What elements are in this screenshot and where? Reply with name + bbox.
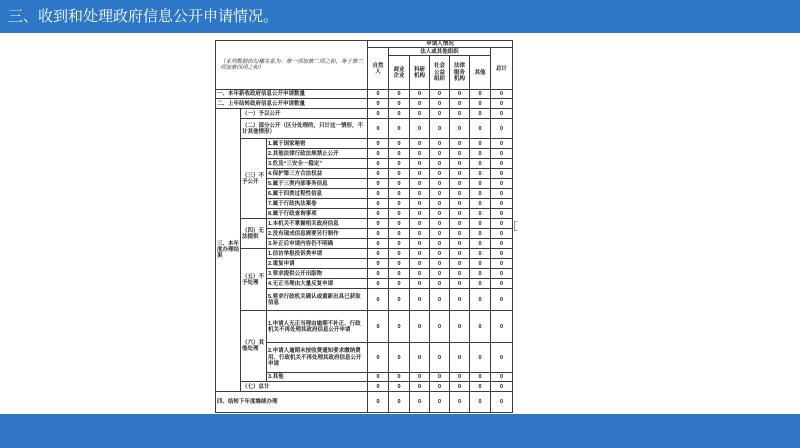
title-bar [0,0,800,33]
row-label-item: 3.要求提供公开出版物 [267,269,368,279]
value-commercial-enterprise: 0 [389,139,410,149]
value-public-welfare-org: 0 [430,119,450,139]
value-commercial-enterprise: 0 [389,229,410,239]
value-legal-service-org: 0 [450,159,470,169]
value-public-welfare-org: 0 [430,229,450,239]
value-public-welfare-org: 0 [430,139,450,149]
value-natural-person: 0 [368,249,389,259]
value-legal-service-org: 0 [450,269,470,279]
value-public-welfare-org: 0 [430,249,450,259]
row-label-item: 6.属于四类过程性信息 [267,189,368,199]
value-research-institution: 0 [410,279,430,289]
value-public-welfare-org: 0 [430,99,450,109]
value-natural-person: 0 [368,382,389,392]
header-natural-person [368,48,389,90]
value-public-welfare-org: 0 [430,189,450,199]
value-public-welfare-org: 0 [430,169,450,179]
value-commercial-enterprise: 0 [389,90,410,99]
value-total: 0 [491,159,513,169]
value-research-institution: 0 [410,109,430,119]
value-commercial-enterprise: 0 [389,311,410,343]
value-other: 0 [470,259,491,269]
value-research-institution: 0 [410,382,430,392]
value-natural-person: 0 [368,269,389,279]
value-research-institution: 0 [410,269,430,279]
row-label-new-requests: 一、本年新收政府信息公开申请数量 [216,90,368,99]
value-legal-service-org: 0 [450,179,470,189]
header-public-welfare-org-label: 社会公益组织 [434,63,446,82]
value-other: 0 [470,199,491,209]
value-legal-service-org: 0 [450,99,470,109]
header-research-institution-label: 科研机构 [414,66,426,79]
row-label-item: 8.属于行政查询事项 [267,209,368,219]
value-other: 0 [470,109,491,119]
header-other-label: 其他 [474,69,486,76]
row-label-item: 1.属于国家秘密 [267,139,368,149]
row-label-item: 2.申请人逾期未按收费通知要求缴纳费用、行政机关不再处理其政府信息公开申请 [267,343,368,373]
value-other: 0 [470,229,491,239]
value-natural-person: 0 [368,149,389,159]
value-other: 0 [470,159,491,169]
row-label-item: 3.其他 [267,373,368,382]
table-row [216,249,513,259]
value-natural-person: 0 [368,219,389,229]
value-natural-person: 0 [368,229,389,239]
value-legal-service-org: 0 [450,109,470,119]
value-commercial-enterprise: 0 [389,199,410,209]
header-total [491,48,513,90]
value-research-institution: 0 [410,311,430,343]
value-research-institution: 0 [410,179,430,189]
value-other: 0 [470,279,491,289]
row-label-disclosed: （一）予以公开 [241,109,368,119]
header-legal-service-org-label: 法律服务机构 [454,63,466,82]
value-public-welfare-org: 0 [430,373,450,382]
value-total: 0 [491,311,513,343]
value-commercial-enterprise: 0 [389,382,410,392]
value-commercial-enterprise: 0 [389,279,410,289]
value-commercial-enterprise: 0 [389,219,410,229]
value-other: 0 [470,119,491,139]
value-commercial-enterprise: 0 [389,119,410,139]
value-natural-person: 0 [368,179,389,189]
table-row [216,109,513,119]
table-row [216,311,513,343]
subgroup-label-other-handling: （六）其他处理 [241,311,267,382]
value-legal-service-org: 0 [450,289,470,311]
disclosure-table [215,40,513,413]
table-row [216,382,513,392]
value-natural-person: 0 [368,259,389,269]
value-research-institution: 0 [410,259,430,269]
value-natural-person: 0 [368,189,389,199]
table-row [216,392,513,413]
table-row [216,219,513,229]
value-natural-person: 0 [368,209,389,219]
row-label-item: 2.重复申请 [267,259,368,269]
value-public-welfare-org: 0 [430,343,450,373]
value-total: 0 [491,259,513,269]
value-natural-person: 0 [368,311,389,343]
value-commercial-enterprise: 0 [389,392,410,413]
header-legal-entity: 法人或其他组织 [389,48,491,56]
value-total: 0 [491,229,513,239]
value-legal-service-org: 0 [450,249,470,259]
value-other: 0 [470,289,491,311]
value-total: 0 [491,179,513,189]
value-other: 0 [470,249,491,259]
value-public-welfare-org: 0 [430,279,450,289]
value-total: 0 [491,343,513,373]
value-legal-service-org: 0 [450,219,470,229]
value-total: 0 [491,119,513,139]
value-total: 0 [491,279,513,289]
value-total: 0 [491,239,513,249]
header-commercial-enterprise [389,56,410,90]
value-public-welfare-org: 0 [430,149,450,159]
value-legal-service-org: 0 [450,119,470,139]
value-legal-service-org: 0 [450,139,470,149]
header-natural-person-label: 自然人 [372,62,384,75]
value-total: 0 [491,189,513,199]
row-label-item: 7.属于行政执法案卷 [267,199,368,209]
row-label-item: 3.补正后申请内容仍不明确 [267,239,368,249]
value-other: 0 [470,343,491,373]
value-commercial-enterprise: 0 [389,179,410,189]
value-commercial-enterprise: 0 [389,289,410,311]
value-natural-person: 0 [368,159,389,169]
value-other: 0 [470,179,491,189]
value-other: 0 [470,169,491,179]
value-total: 0 [491,149,513,159]
value-other: 0 [470,311,491,343]
value-research-institution: 0 [410,159,430,169]
value-natural-person: 0 [368,373,389,382]
value-research-institution: 0 [410,149,430,159]
footer-bar [0,414,800,448]
value-public-welfare-org: 0 [430,382,450,392]
value-legal-service-org: 0 [450,229,470,239]
header-public-welfare-org [430,56,450,90]
table-row [216,90,513,99]
value-legal-service-org: 0 [450,382,470,392]
header-total-label: 总计 [496,65,508,72]
row-label-carry-forward: 四、结转下年度继续办理 [216,392,368,413]
row-label-carried-over: 二、上年结转政府信息公开申请数量 [216,99,368,109]
value-research-institution: 0 [410,249,430,259]
value-commercial-enterprise: 0 [389,189,410,199]
value-total: 0 [491,209,513,219]
value-legal-service-org: 0 [450,343,470,373]
value-natural-person: 0 [368,239,389,249]
value-total: 0 [491,289,513,311]
value-public-welfare-org: 0 [430,269,450,279]
row-label-item: 4.无正当理由大量反复申请 [267,279,368,289]
table-row [216,119,513,139]
value-commercial-enterprise: 0 [389,259,410,269]
value-natural-person: 0 [368,289,389,311]
value-public-welfare-org: 0 [430,392,450,413]
value-public-welfare-org: 0 [430,179,450,189]
value-total: 0 [491,169,513,179]
value-commercial-enterprise: 0 [389,239,410,249]
row-label-item: 3.危及“三安全一稳定” [267,159,368,169]
row-label-results-total: （七）总计 [241,382,368,392]
value-other: 0 [470,382,491,392]
table-row [216,99,513,109]
value-total: 0 [491,109,513,119]
value-legal-service-org: 0 [450,373,470,382]
value-research-institution: 0 [410,139,430,149]
row-label-item: 2.其他法律行政法规禁止公开 [267,149,368,159]
value-natural-person: 0 [368,169,389,179]
row-label-item: 5.要求行政机关确认或重新出具已获取信息 [267,289,368,311]
value-natural-person: 0 [368,99,389,109]
value-public-welfare-org: 0 [430,109,450,119]
row-label-item: 1.信访举报投诉类申请 [267,249,368,259]
row-label-item: 1.本机关不掌握相关政府信息 [267,219,368,229]
disclosure-table-container [215,40,512,413]
value-research-institution: 0 [410,229,430,239]
row-label-item: 1.申请人无正当理由逾期不补正、行政机关不再处理其政府信息公开申请 [267,311,368,343]
value-other: 0 [470,219,491,229]
slide-title: 三、收到和处理政府信息公开申请情况。 [8,8,279,25]
value-research-institution: 0 [410,219,430,229]
object-handle-mark [514,221,517,231]
value-research-institution: 0 [410,209,430,219]
value-other: 0 [470,149,491,159]
value-legal-service-org: 0 [450,90,470,99]
value-other: 0 [470,239,491,249]
table-note: （本列数据的勾稽关系为：第一项加第二项之和，等于第三项加第四项之和） [216,41,368,90]
value-commercial-enterprise: 0 [389,373,410,382]
value-commercial-enterprise: 0 [389,159,410,169]
value-commercial-enterprise: 0 [389,269,410,279]
value-commercial-enterprise: 0 [389,109,410,119]
value-other: 0 [470,139,491,149]
value-public-welfare-org: 0 [430,90,450,99]
value-legal-service-org: 0 [450,199,470,209]
value-legal-service-org: 0 [450,209,470,219]
value-public-welfare-org: 0 [430,209,450,219]
row-label-item: 5.属于三类内部事务信息 [267,179,368,189]
header-legal-service-org [450,56,470,90]
value-total: 0 [491,99,513,109]
header-row-applicant [216,41,513,48]
value-research-institution: 0 [410,199,430,209]
group-label-results: 三、本年度办理结果 [216,109,241,392]
value-legal-service-org: 0 [450,149,470,159]
value-other: 0 [470,373,491,382]
value-other: 0 [470,269,491,279]
value-legal-service-org: 0 [450,392,470,413]
value-public-welfare-org: 0 [430,289,450,311]
value-total: 0 [491,382,513,392]
value-research-institution: 0 [410,392,430,413]
row-label-partially-disclosed: （二）部分公开（区分处理的，只计这一情形，不计其他情形） [241,119,368,139]
value-natural-person: 0 [368,139,389,149]
value-public-welfare-org: 0 [430,219,450,229]
value-natural-person: 0 [368,199,389,209]
value-legal-service-org: 0 [450,259,470,269]
value-public-welfare-org: 0 [430,259,450,269]
value-legal-service-org: 0 [450,169,470,179]
value-research-institution: 0 [410,169,430,179]
subgroup-label-unable-to-provide: （四）无法提供 [241,219,267,249]
value-legal-service-org: 0 [450,189,470,199]
value-natural-person: 0 [368,279,389,289]
value-total: 0 [491,90,513,99]
subgroup-label-not-processed: （五）不予处理 [241,249,267,311]
value-other: 0 [470,90,491,99]
value-research-institution: 0 [410,289,430,311]
value-natural-person: 0 [368,109,389,119]
value-total: 0 [491,219,513,229]
subgroup-label-not-disclosed: （三）不予公开 [241,139,267,219]
value-research-institution: 0 [410,189,430,199]
value-commercial-enterprise: 0 [389,169,410,179]
value-natural-person: 0 [368,119,389,139]
row-label-item: 4.保护第三方合法权益 [267,169,368,179]
value-legal-service-org: 0 [450,239,470,249]
value-natural-person: 0 [368,392,389,413]
table-row [216,139,513,149]
value-legal-service-org: 0 [450,311,470,343]
header-commercial-enterprise-label: 商业企业 [393,66,405,79]
value-other: 0 [470,209,491,219]
value-public-welfare-org: 0 [430,239,450,249]
header-research-institution [410,56,430,90]
value-public-welfare-org: 0 [430,311,450,343]
header-other [470,56,491,90]
value-other: 0 [470,392,491,413]
value-public-welfare-org: 0 [430,159,450,169]
value-commercial-enterprise: 0 [389,209,410,219]
value-commercial-enterprise: 0 [389,99,410,109]
value-public-welfare-org: 0 [430,199,450,209]
value-legal-service-org: 0 [450,279,470,289]
value-total: 0 [491,199,513,209]
value-research-institution: 0 [410,239,430,249]
row-label-item: 2.没有现成信息需要另行制作 [267,229,368,239]
value-total: 0 [491,249,513,259]
value-commercial-enterprise: 0 [389,343,410,373]
value-total: 0 [491,373,513,382]
value-commercial-enterprise: 0 [389,249,410,259]
value-research-institution: 0 [410,373,430,382]
value-other: 0 [470,189,491,199]
header-applicant: 申请人情况 [368,41,513,48]
value-research-institution: 0 [410,343,430,373]
value-commercial-enterprise: 0 [389,149,410,159]
value-natural-person: 0 [368,343,389,373]
value-research-institution: 0 [410,119,430,139]
value-total: 0 [491,269,513,279]
value-natural-person: 0 [368,90,389,99]
value-research-institution: 0 [410,90,430,99]
value-total: 0 [491,392,513,413]
value-total: 0 [491,139,513,149]
value-other: 0 [470,99,491,109]
value-research-institution: 0 [410,99,430,109]
